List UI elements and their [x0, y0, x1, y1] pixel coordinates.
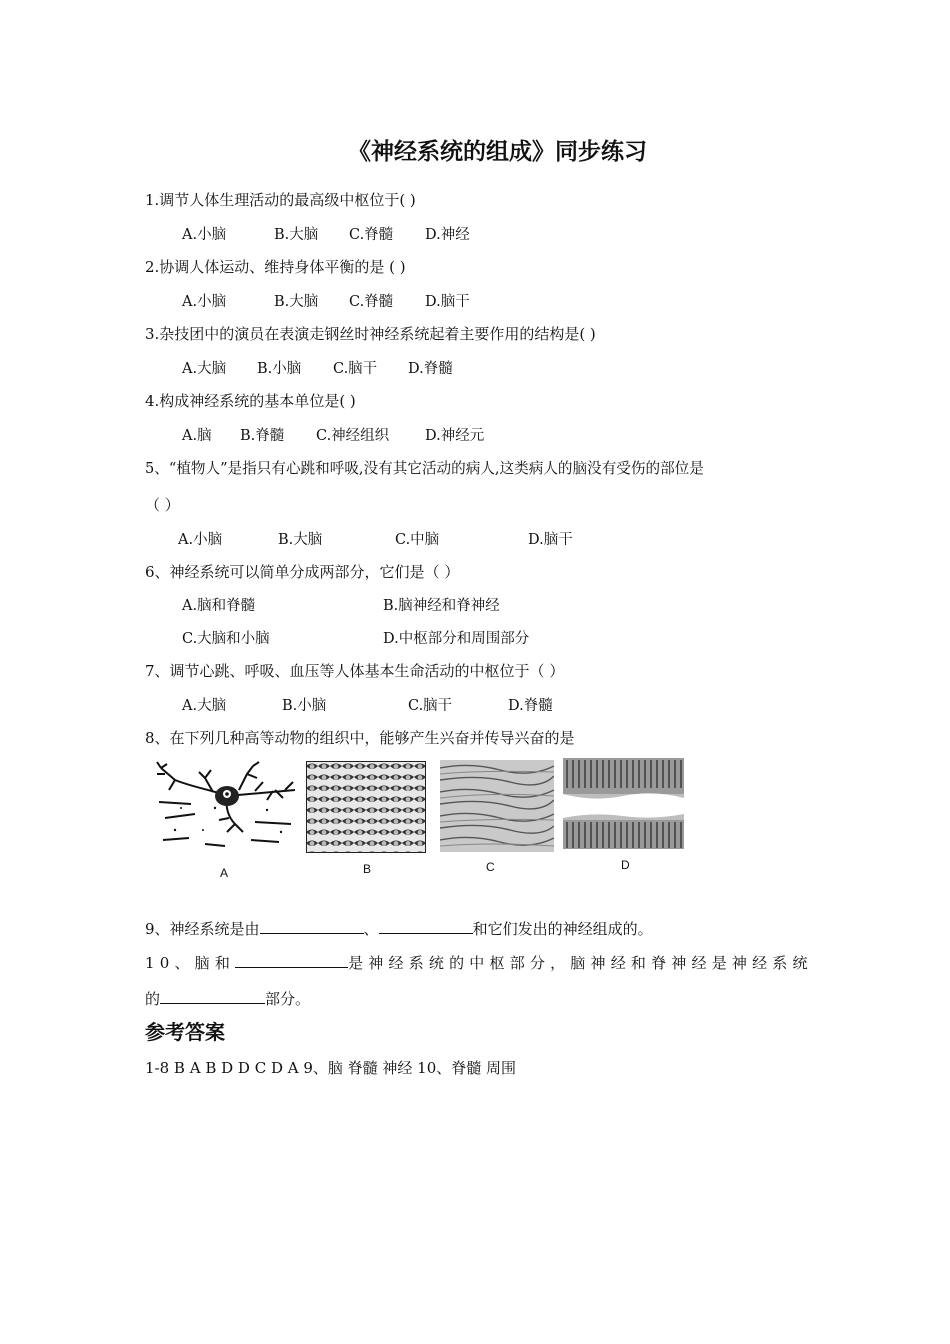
question-8-stem: 8、在下列几种高等动物的组织中，能够产生兴奋并传导兴奋的是 — [145, 729, 575, 747]
question-2-option-b: B.大脑 — [274, 294, 319, 310]
question-5-stem: 5、“植物人”是指只有心跳和呼吸,没有其它活动的病人,这类病人的脑没有受伤的部位是 — [145, 460, 704, 477]
question-1-option-a: A.小脑 — [182, 227, 227, 243]
question-10-part-b: 是神经系统的中枢部分，脑神经和脊神经是神经系统 — [348, 954, 813, 972]
question-3-option-a: A.大脑 — [182, 361, 227, 377]
question-10-line2-b: 部分。 — [265, 990, 311, 1008]
question-7-option-d: D.脊髓 — [508, 698, 553, 714]
question-9-separator: 、 — [363, 920, 379, 938]
epithelial-tissue-figure — [306, 761, 426, 853]
question-10-blank-2[interactable] — [160, 989, 265, 1004]
question-10-part-a: 10、脑和 — [145, 954, 236, 972]
figure-label-b: B — [363, 862, 372, 876]
question-1-option-d: D.神经 — [425, 227, 470, 243]
question-5-option-a: A.小脑 — [178, 532, 223, 548]
question-3-option-c: C.脑干 — [333, 361, 378, 377]
question-7-stem: 7、调节心跳、呼吸、血压等人体基本生命活动的中枢位于（ ） — [145, 662, 565, 680]
question-7-option-b: B.小脑 — [282, 698, 327, 714]
question-1-option-c: C.脊髓 — [349, 227, 394, 243]
question-2-option-c: C.脊髓 — [349, 294, 394, 310]
question-9-part-a: 9、神经系统是由 — [145, 920, 260, 938]
question-7-option-a: A.大脑 — [182, 698, 227, 714]
question-9 — [145, 918, 653, 939]
question-5-option-d: D.脑干 — [528, 532, 573, 548]
question-2-stem: 2.协调人体运动、维持身体平衡的是 ( ) — [145, 258, 406, 276]
question-9-part-b: 和它们发出的神经组成的。 — [472, 920, 653, 938]
question-4-option-d: D.神经元 — [425, 428, 485, 444]
question-4-option-b: B.脊髓 — [240, 428, 285, 444]
neuron-figure — [155, 760, 297, 854]
question-4-option-a: A.脑 — [182, 428, 212, 444]
question-9-blank-1[interactable] — [260, 919, 364, 934]
question-3-option-b: B.小脑 — [257, 361, 302, 377]
answer-text: 1-8 B A B D D C D A 9、脑 脊髓 神经 10、脊髓 周围 — [145, 1059, 517, 1077]
question-9-blank-2[interactable] — [379, 919, 473, 934]
question-5-option-c: C.中脑 — [395, 532, 440, 548]
question-4-option-c: C.神经组织 — [316, 428, 390, 444]
question-6-option-a: A.脑和脊髓 — [182, 598, 256, 614]
figure-label-d: D — [621, 858, 630, 872]
question-5-stem-blank: （ ） — [145, 496, 180, 514]
question-3-stem: 3.杂技团中的演员在表演走钢丝时神经系统起着主要作用的结构是( ) — [145, 325, 596, 343]
question-2-option-d: D.脑干 — [425, 294, 470, 310]
columnar-tissue-figure — [563, 758, 684, 849]
question-10-blank-1[interactable] — [235, 953, 348, 968]
question-4-stem: 4.构成神经系统的基本单位是( ) — [145, 392, 356, 410]
question-10-line2-a: 的 — [145, 990, 161, 1008]
question-5-option-b: B.大脑 — [278, 532, 323, 548]
question-6-stem: 6、神经系统可以简单分成两部分，它们是（ ） — [145, 563, 460, 581]
question-7-option-c: C.脑干 — [408, 698, 453, 714]
question-3-option-d: D.脊髓 — [408, 361, 453, 377]
question-6-option-c: C.大脑和小脑 — [182, 631, 270, 647]
muscle-tissue-figure — [440, 760, 554, 852]
figure-label-c: C — [486, 860, 495, 874]
page-title: 《神经系统的组成》同步练习 — [348, 139, 647, 165]
answer-heading: 参考答案 — [145, 1020, 225, 1044]
figure-label-a: A — [220, 866, 229, 880]
question-6-option-b: B.脑神经和脊神经 — [383, 598, 500, 614]
question-2-option-a: A.小脑 — [182, 294, 227, 310]
question-1-option-b: B.大脑 — [274, 227, 319, 243]
question-10-line-2 — [145, 988, 310, 1009]
question-6-option-d: D.中枢部分和周围部分 — [383, 631, 530, 647]
question-1-stem: 1.调节人体生理活动的最高级中枢位于( ) — [145, 191, 416, 209]
question-10-line-1 — [145, 952, 813, 973]
